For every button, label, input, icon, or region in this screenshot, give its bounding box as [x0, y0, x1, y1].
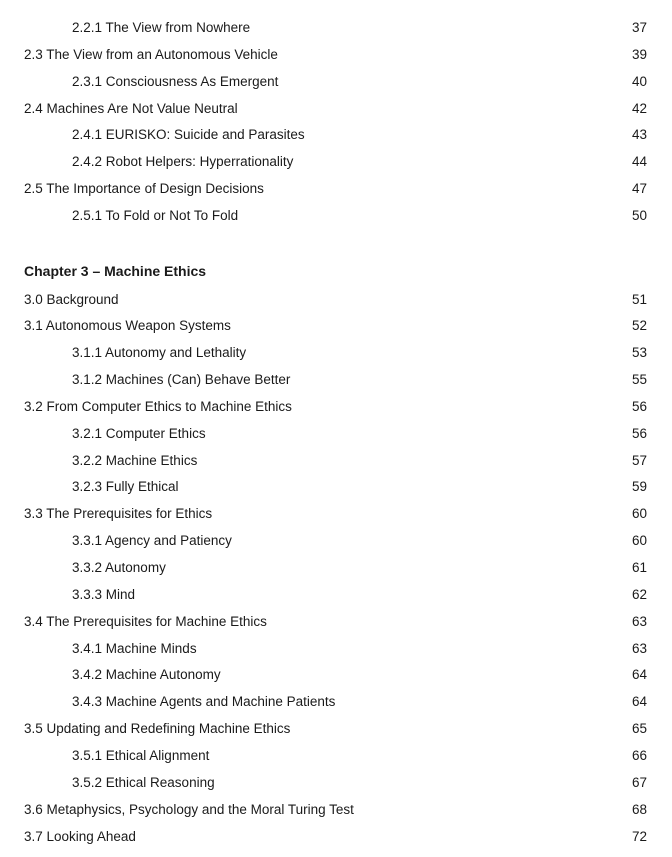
- toc-entry-title: 3.7 Looking Ahead: [24, 828, 136, 844]
- toc-entry[interactable]: [0, 370, 672, 390]
- toc-entry-page-number: 55: [631, 372, 647, 388]
- toc-entry-page-number: 59: [631, 479, 647, 495]
- toc-entry-page-number: 39: [631, 46, 647, 62]
- toc-entry-title: 2.5 The Importance of Design Decisions: [24, 181, 264, 197]
- toc-entry-title: 3.3 The Prerequisites for Ethics: [24, 506, 213, 522]
- toc-entry-page-number: 51: [631, 291, 647, 307]
- toc-entry-title: 3.0 Background: [24, 291, 119, 307]
- toc-entry-page-number: 43: [631, 127, 647, 143]
- toc-entry-page-number: 63: [631, 640, 647, 656]
- toc-entry-page-number: 68: [631, 801, 647, 817]
- toc-entry[interactable]: [0, 72, 672, 92]
- toc-entry[interactable]: [0, 206, 672, 226]
- toc-entry[interactable]: [0, 692, 672, 712]
- toc-entry[interactable]: [0, 424, 672, 444]
- toc-entry-title: 3.2.2 Machine Ethics: [72, 452, 198, 468]
- toc-entry-page-number: 63: [631, 613, 647, 629]
- toc-entry-title: 3.2.3 Fully Ethical: [72, 479, 179, 495]
- toc-entry[interactable]: [0, 290, 672, 310]
- toc-entry[interactable]: [0, 827, 672, 847]
- toc-entry-title: 2.4.2 Robot Helpers: Hyperrationality: [72, 154, 294, 170]
- toc-entry-title: 2.5.1 To Fold or Not To Fold: [72, 207, 239, 223]
- toc-entry-title: 3.6 Metaphysics, Psychology and the Moral Turing Test: [24, 801, 354, 817]
- toc-entry[interactable]: [0, 397, 672, 417]
- toc-entry-page-number: 62: [631, 586, 647, 602]
- toc-entry-title: 3.5.2 Ethical Reasoning: [72, 774, 215, 790]
- toc-entry-title: 3.1.2 Machines (Can) Behave Better: [72, 372, 291, 388]
- toc-entry[interactable]: [0, 18, 672, 38]
- toc-entry[interactable]: [0, 558, 672, 578]
- toc-entry-title: 3.4.2 Machine Autonomy: [72, 667, 221, 683]
- toc-entry[interactable]: [0, 45, 672, 65]
- toc-entry[interactable]: [0, 719, 672, 739]
- toc-entry-title: 3.3.2 Autonomy: [72, 560, 166, 575]
- toc-entry-page-number: 37: [631, 20, 647, 35]
- toc-entry[interactable]: [0, 451, 672, 471]
- toc-entry-page-number: 67: [631, 774, 647, 790]
- toc-entry[interactable]: [0, 746, 672, 766]
- toc-entry-page-number: 66: [631, 747, 647, 763]
- toc-entry-page-number: 60: [631, 533, 647, 549]
- toc-entry-title: 2.4.1 EURISKO: Suicide and Parasites: [72, 127, 305, 143]
- toc-entry-title: 3.3.3 Mind: [72, 586, 136, 602]
- chapter-heading: Chapter 3 – Machine Ethics: [24, 263, 207, 279]
- toc-entry[interactable]: [0, 531, 672, 551]
- toc-entry-title: 3.4.3 Machine Agents and Machine Patients: [72, 694, 336, 710]
- toc-entry-page-number: 52: [631, 318, 647, 334]
- toc-entry-title: 2.2.1 The View from Nowhere: [72, 20, 251, 35]
- toc-entry-title: 3.3.1 Agency and Patiency: [72, 533, 232, 549]
- toc-entry-title: 3.4.1 Machine Minds: [72, 640, 197, 656]
- toc-entry-page-number: 53: [631, 345, 647, 361]
- toc-entry-page-number: 50: [631, 207, 647, 223]
- toc-entry-page-number: 64: [631, 694, 647, 710]
- toc-entry[interactable]: [0, 99, 672, 119]
- toc-entry-title: 3.2.1 Computer Ethics: [72, 425, 206, 441]
- toc-entry-page-number: 47: [631, 181, 647, 197]
- toc-entry-page-number: 60: [631, 506, 647, 522]
- toc-entry-page-number: 61: [631, 560, 647, 575]
- toc-entry-title: 3.5 Updating and Redefining Machine Ethics: [24, 721, 291, 737]
- toc-entry[interactable]: [0, 504, 672, 524]
- toc-entry-title: 3.5.1 Ethical Alignment: [72, 747, 210, 763]
- toc-entry[interactable]: [0, 343, 672, 363]
- toc-entry-title: 3.1 Autonomous Weapon Systems: [24, 318, 231, 334]
- toc-entry-title: 3.4 The Prerequisites for Machine Ethics: [24, 613, 267, 629]
- toc-entry-page-number: 64: [631, 667, 647, 683]
- toc-entry-title: 3.2 From Computer Ethics to Machine Ethics: [24, 398, 292, 414]
- toc-entry[interactable]: [0, 585, 672, 605]
- toc-entry-title: 2.3.1 Consciousness As Emergent: [72, 73, 279, 89]
- toc-entry[interactable]: [0, 152, 672, 172]
- toc-entry[interactable]: [0, 477, 672, 497]
- toc-entry[interactable]: [0, 125, 672, 145]
- toc-entry-page-number: 72: [631, 828, 647, 844]
- toc-entry[interactable]: [0, 639, 672, 659]
- toc-entry[interactable]: [0, 316, 672, 336]
- toc-entry-page-number: 57: [631, 452, 647, 468]
- toc-entry[interactable]: [0, 773, 672, 793]
- toc-entry-page-number: 40: [631, 73, 647, 89]
- toc-entry-page-number: 42: [631, 100, 647, 116]
- toc-entry-title: 2.4 Machines Are Not Value Neutral: [24, 100, 238, 116]
- toc-entry-title: 2.3 The View from an Autonomous Vehicle: [24, 46, 278, 62]
- toc-entry[interactable]: [0, 665, 672, 685]
- toc-entry-page-number: 56: [631, 398, 647, 414]
- toc-entry-page-number: 65: [631, 721, 647, 737]
- toc-entry-page-number: 44: [631, 154, 647, 170]
- toc-entry-page-number: 56: [631, 425, 647, 441]
- toc-entry[interactable]: [0, 800, 672, 820]
- toc-entry[interactable]: [0, 179, 672, 199]
- toc-entry-title: 3.1.1 Autonomy and Lethality: [72, 345, 247, 361]
- toc-entry[interactable]: [0, 612, 672, 632]
